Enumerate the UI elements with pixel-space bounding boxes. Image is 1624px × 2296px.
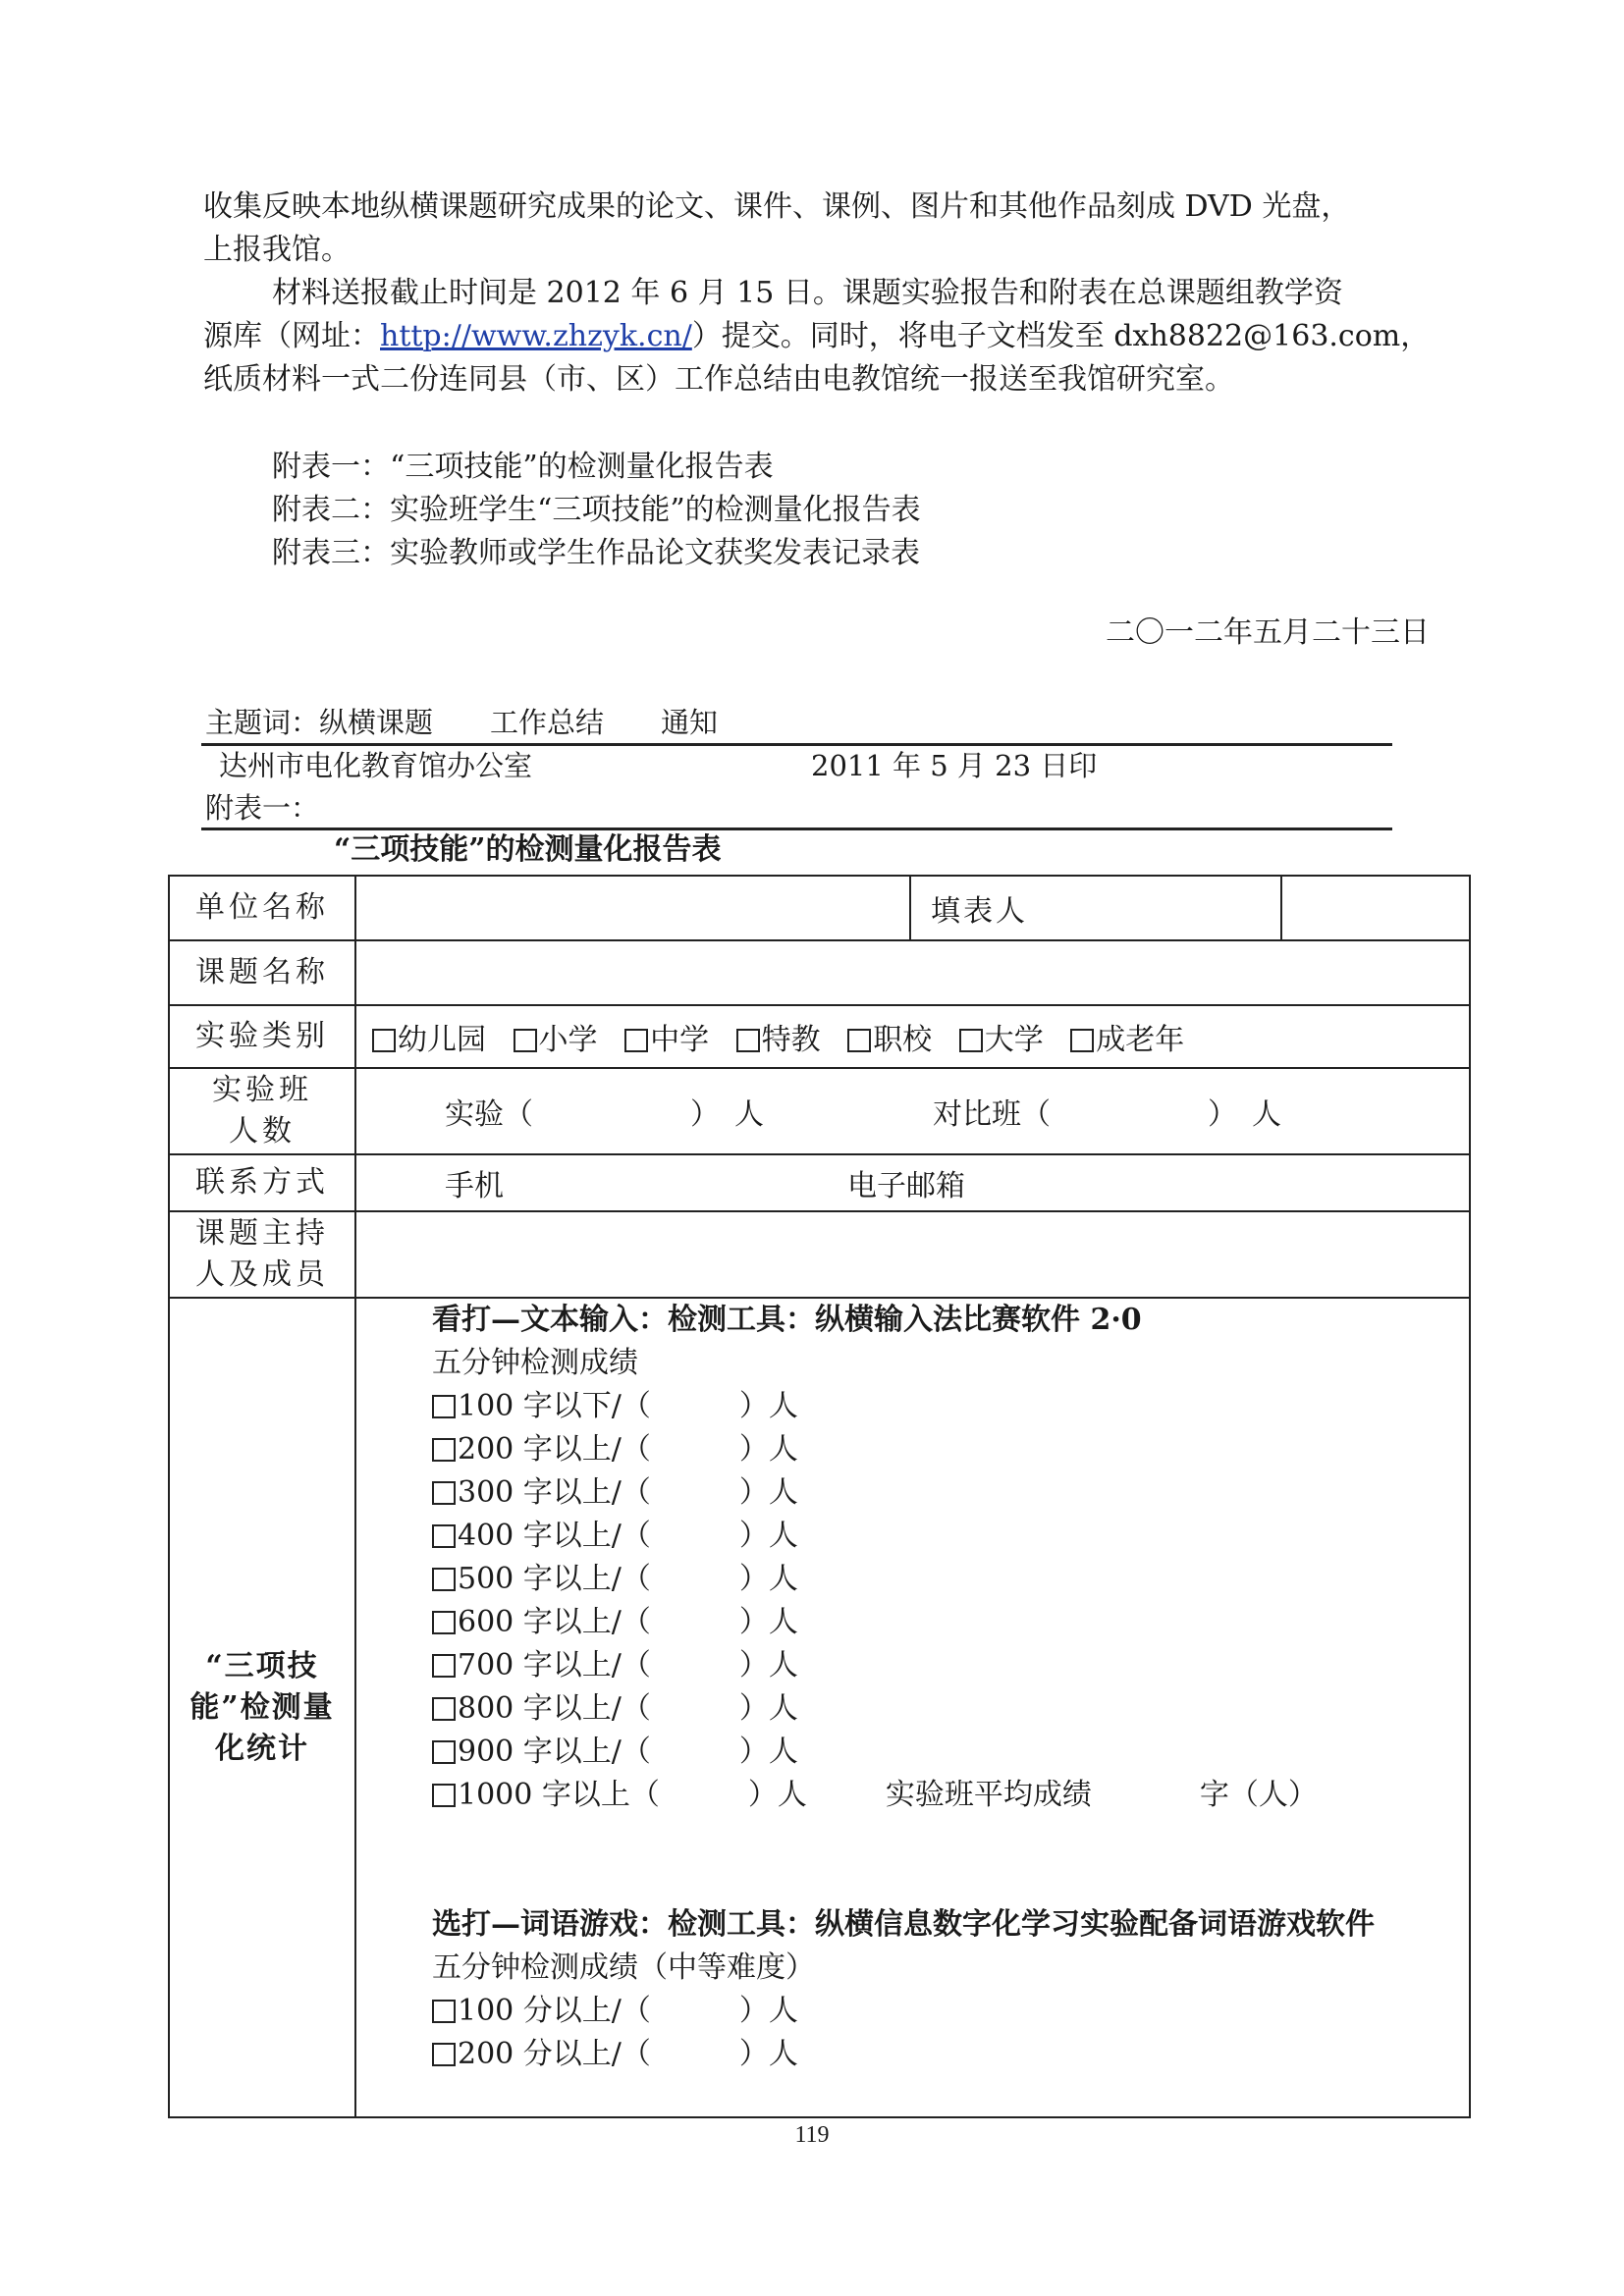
contact-label: 联系方式 <box>169 1154 355 1211</box>
host-label <box>169 1211 355 1298</box>
topic-label: 课题名称 <box>169 940 355 1005</box>
report-table <box>168 875 1471 2118</box>
intro-line-4 <box>203 316 1430 357</box>
checkbox[interactable] <box>432 1654 456 1678</box>
score-row[interactable]: 400 字以上/（ ）人 <box>356 1515 1459 1558</box>
intro-line-1: 收集反映本地纵横课题研究成果的论文、课件、课例、图片和其他作品刻成 DVD 光盘， <box>203 189 1351 224</box>
intro-line-2: 上报我馆。 <box>203 233 351 267</box>
score-row[interactable]: 200 分以上/（ ）人 <box>356 2033 1459 2076</box>
category-options <box>355 1005 1470 1068</box>
count-label <box>169 1068 355 1154</box>
text-input-heading: 看打—文本输入：检测工具：纵横输入法比赛软件 2·0 <box>432 1303 1142 1337</box>
contact-fields <box>355 1154 1470 1211</box>
checkbox[interactable] <box>847 1029 871 1052</box>
checkbox[interactable] <box>432 2000 456 2023</box>
checkbox[interactable] <box>624 1029 648 1052</box>
category-option[interactable]: 特教 <box>736 1015 821 1058</box>
filler-label: 填表人 <box>910 876 1281 940</box>
checkbox[interactable] <box>959 1029 983 1052</box>
score-row[interactable]: 900 字以上/（ ）人 <box>356 1731 1459 1774</box>
resource-link[interactable]: http://www.zhzyk.cn/ <box>380 319 692 353</box>
checkbox[interactable] <box>514 1029 537 1052</box>
score-row[interactable]: 700 字以上/（ ）人 <box>356 1644 1459 1687</box>
exp-count-pre: 实验（ <box>445 1097 533 1132</box>
score-row-last[interactable]: 1000 字以上（ ）人 实验班平均成绩 字（人） <box>356 1774 1459 1817</box>
skills-label-line-2: 能”检测量 <box>189 1689 335 1725</box>
intro-line-4-post: ）提交。同时，将电子文档发至 dxh8822@163.com， <box>691 319 1431 353</box>
checkbox[interactable] <box>372 1029 396 1052</box>
category-option[interactable]: 成老年 <box>1070 1015 1184 1058</box>
skills-content <box>355 1298 1470 2117</box>
score-row[interactable]: 600 字以上/（ ）人 <box>356 1601 1459 1644</box>
average-label: 实验班平均成绩 <box>885 1778 1092 1812</box>
document-date: 二〇一二年五月二十三日 <box>1106 615 1430 650</box>
exp-count-post: ） 人 <box>690 1097 764 1132</box>
intro-line-3: 材料送报截止时间是 2012 年 6 月 15 日。课题实验报告和附表在总课题组教学资 <box>272 276 1343 310</box>
attachment-item: 附表一：“三项技能”的检测量化报告表 <box>272 450 774 484</box>
unit-label: 单位名称 <box>169 876 355 940</box>
five-minute-mid-label: 五分钟检测成绩（中等难度） <box>432 1950 815 1985</box>
category-option[interactable]: 中学 <box>624 1015 709 1058</box>
score-row[interactable]: 100 字以下/（ ）人 <box>356 1385 1459 1428</box>
intro-line-4-pre: 源库（网址： <box>203 319 380 353</box>
checkbox[interactable] <box>432 1784 456 1807</box>
score-row[interactable]: 200 字以上/（ ）人 <box>356 1428 1459 1471</box>
print-date: 2011 年 5 月 23 日印 <box>811 749 1098 782</box>
category-option[interactable]: 小学 <box>514 1015 598 1058</box>
email-label: 电子邮箱 <box>847 1169 965 1203</box>
unit-input[interactable] <box>355 876 910 940</box>
category-option[interactable]: 大学 <box>959 1015 1044 1058</box>
checkbox[interactable] <box>432 1740 456 1764</box>
score-row[interactable]: 500 字以上/（ ）人 <box>356 1558 1459 1601</box>
skills-label-line-3: 化统计 <box>215 1731 309 1766</box>
five-minute-label: 五分钟检测成绩 <box>432 1346 638 1380</box>
table-title: “三项技能”的检测量化报告表 <box>334 832 722 867</box>
score-row[interactable]: 100 分以上/（ ）人 <box>356 1990 1459 2033</box>
skills-label-line-1: “三项技 <box>205 1648 319 1683</box>
page-number: 119 <box>794 2122 830 2148</box>
intro-line-5: 纸质材料一式二份连同县（市、区）工作总结由电教馆统一报送至我馆研究室。 <box>203 362 1234 397</box>
score-row[interactable]: 300 字以上/（ ）人 <box>356 1471 1459 1515</box>
category-option[interactable]: 幼儿园 <box>372 1015 486 1058</box>
attachment-label: 附表一： <box>205 791 320 825</box>
checkbox[interactable] <box>432 1697 456 1721</box>
issuing-office: 达州市电化教育馆办公室 <box>219 749 533 782</box>
count-label-line-2: 人数 <box>229 1114 296 1148</box>
score-row[interactable]: 800 字以上/（ ）人 <box>356 1687 1459 1731</box>
checkbox[interactable] <box>1070 1029 1094 1052</box>
keywords: 主题词：纵横课题 工作总结 通知 <box>205 706 719 739</box>
checkbox[interactable] <box>432 1568 456 1591</box>
skills-label <box>169 1298 355 2117</box>
phone-label: 手机 <box>445 1169 504 1203</box>
checkbox[interactable] <box>432 1438 456 1462</box>
checkbox[interactable] <box>432 1524 456 1548</box>
ctl-count-pre: 对比班（ <box>933 1097 1051 1132</box>
checkbox[interactable] <box>432 1611 456 1634</box>
host-input[interactable] <box>355 1211 1470 1298</box>
ctl-count-post: ） 人 <box>1208 1097 1281 1132</box>
category-label: 实验类别 <box>169 1005 355 1068</box>
topic-input[interactable] <box>355 940 1470 1005</box>
host-label-line-1: 课题主持 <box>195 1216 329 1251</box>
attachment-item: 附表三：实验教师或学生作品论文获奖发表记录表 <box>272 536 920 570</box>
category-option[interactable]: 职校 <box>847 1015 932 1058</box>
count-label-line-1: 实验班 <box>212 1073 312 1107</box>
attachment-item: 附表二：实验班学生“三项技能”的检测量化报告表 <box>272 493 921 527</box>
checkbox[interactable] <box>432 1395 456 1418</box>
count-fields <box>355 1068 1470 1154</box>
checkbox[interactable] <box>736 1029 760 1052</box>
filler-input[interactable] <box>1281 876 1470 940</box>
word-game-heading: 选打—词语游戏：检测工具：纵横信息数字化学习实验配备词语游戏软件 <box>432 1907 1375 1942</box>
average-unit: 字（人） <box>1199 1778 1318 1812</box>
host-label-line-2: 人及成员 <box>195 1257 329 1292</box>
checkbox[interactable] <box>432 1481 456 1505</box>
checkbox[interactable] <box>432 2043 456 2066</box>
